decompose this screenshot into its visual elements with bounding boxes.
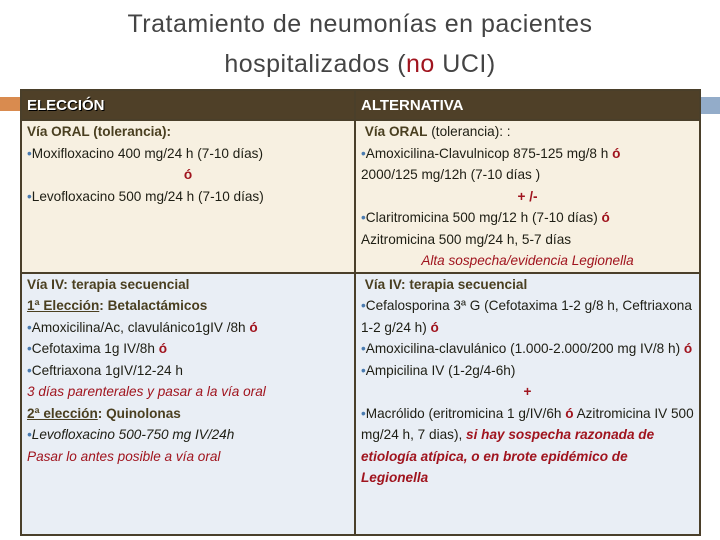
title-part: hospitalizados (	[224, 50, 407, 78]
second-choice-class: : Quinolonas	[97, 405, 181, 421]
second-choice	[27, 403, 349, 425]
cell-oral-alternativa	[355, 120, 700, 273]
accent-bar-left	[0, 97, 20, 111]
oral-switch-note: Pasar lo antes posible a vía oral	[27, 448, 221, 464]
first-choice-class: : Betalactámicos	[99, 298, 208, 313]
list-item	[27, 317, 349, 339]
title-line-2	[0, 44, 720, 84]
second-choice-label: 2ª elección	[27, 405, 98, 421]
list-item	[361, 338, 694, 360]
item-text: Claritromicina 500 mg/12 h (7-10 días)	[365, 210, 602, 225]
list-item	[361, 143, 694, 186]
bullet-icon: •	[361, 145, 366, 161]
item-text: Ceftriaxona 1gIV/12-24 h	[31, 362, 183, 378]
item-text: Levofloxacino 500 mg/24 h (7-10 días)	[31, 188, 264, 204]
item-text: Cefalosporina 3ª G (Cefotaxima 1-2 g/8 h, Ceftriaxona 1-2 g/24 h)	[361, 298, 692, 335]
list-item	[27, 360, 349, 382]
bullet-icon: •	[361, 341, 366, 356]
cell-heading: Vía IV: terapia secuencial	[27, 276, 190, 292]
list-item	[361, 403, 694, 489]
item-text: Azitromicina 500 mg/24 h, 5-7 días	[361, 231, 572, 247]
bullet-icon: •	[361, 298, 366, 313]
bullet-icon: •	[27, 188, 32, 204]
item-text: Macrólido (eritromicina 1 g/IV/6h	[365, 405, 566, 421]
item-text: Ampicilina IV (1-2g/4-6h)	[365, 362, 516, 378]
heading-rest: (tolerancia): :	[427, 124, 511, 139]
list-item	[27, 143, 349, 165]
bullet-icon: •	[361, 210, 366, 225]
first-choice-label: 1ª Elección	[27, 298, 100, 313]
table-header	[21, 90, 700, 120]
heading-bold: Vía ORAL	[364, 124, 428, 139]
bullet-icon: •	[27, 362, 32, 378]
accent-bar-right	[700, 97, 720, 114]
cell-iv-alternativa	[355, 273, 700, 535]
legionella-note: Alta sospecha/evidencia Legionella	[421, 253, 634, 268]
cell-iv-eleccion	[21, 273, 355, 535]
bullet-icon: •	[27, 427, 32, 442]
plus-connector: +	[523, 384, 532, 399]
item-text: 2000/125 mg/12h (7-10 días )	[361, 167, 541, 182]
cell-heading	[361, 121, 694, 143]
list-item	[361, 295, 694, 338]
item-text: Amoxicilina-Clavulnicop 875-125 mg/8 h	[365, 145, 613, 161]
or-connector: ó	[601, 210, 610, 225]
bullet-icon: •	[361, 362, 366, 378]
or-connector: ó	[158, 341, 168, 356]
header-alternativa: ALTERNATIVA	[355, 90, 700, 120]
or-connector: ó	[430, 319, 439, 335]
title-part: UCI)	[434, 50, 496, 78]
cell-oral-eleccion	[21, 120, 355, 273]
list-item	[361, 207, 694, 250]
header-eleccion: ELECCIÓN	[21, 90, 355, 120]
list-item	[361, 360, 694, 382]
atypical-note: si hay sospecha razonada de etiología atípica, o en brote epidémico de Legionella	[361, 427, 655, 485]
table-row-iv	[21, 273, 700, 535]
bullet-icon: •	[361, 405, 366, 421]
bullet-icon: •	[27, 319, 32, 335]
list-item	[27, 338, 349, 360]
list-item	[27, 186, 349, 208]
or-connector: ó	[565, 405, 574, 421]
or-connector: ó	[249, 319, 258, 335]
item-text: Amoxicilina/Ac, clavulánico1gIV /8h	[31, 319, 250, 335]
title-line-1: Tratamiento de neumonías en pacientes	[127, 10, 593, 38]
first-choice	[27, 295, 349, 317]
bullet-icon: •	[27, 145, 32, 161]
or-connector: ó	[612, 145, 621, 161]
item-text: Azitromicina IV 500 mg/24 h, 7 dias),	[361, 405, 694, 442]
parenteral-note: 3 días parenterales y pasar a la vía oral	[27, 384, 266, 399]
cell-heading	[361, 274, 694, 296]
item-text: Cefotaxima 1g IV/8h	[31, 341, 159, 356]
plus-minus-connector: + /-	[517, 188, 538, 204]
table-row-oral	[21, 120, 700, 273]
item-text: Levofloxacino 500-750 mg IV/24h	[31, 427, 235, 442]
item-text: Amoxicilina-clavulánico (1.000-2.000/200 mg IV/8 h)	[365, 341, 684, 356]
heading-text: Vía IV: terapia secuencial	[364, 276, 528, 292]
slide-title	[0, 4, 720, 84]
or-connector: ó	[683, 341, 693, 356]
bullet-icon: •	[27, 341, 32, 356]
title-part-red: no	[406, 50, 435, 78]
list-item	[27, 424, 349, 446]
treatment-table	[20, 89, 701, 536]
or-connector: ó	[183, 167, 193, 182]
cell-heading: Vía ORAL (tolerancia):	[27, 124, 172, 139]
item-text: Moxifloxacino 400 mg/24 h (7-10 días)	[31, 145, 263, 161]
